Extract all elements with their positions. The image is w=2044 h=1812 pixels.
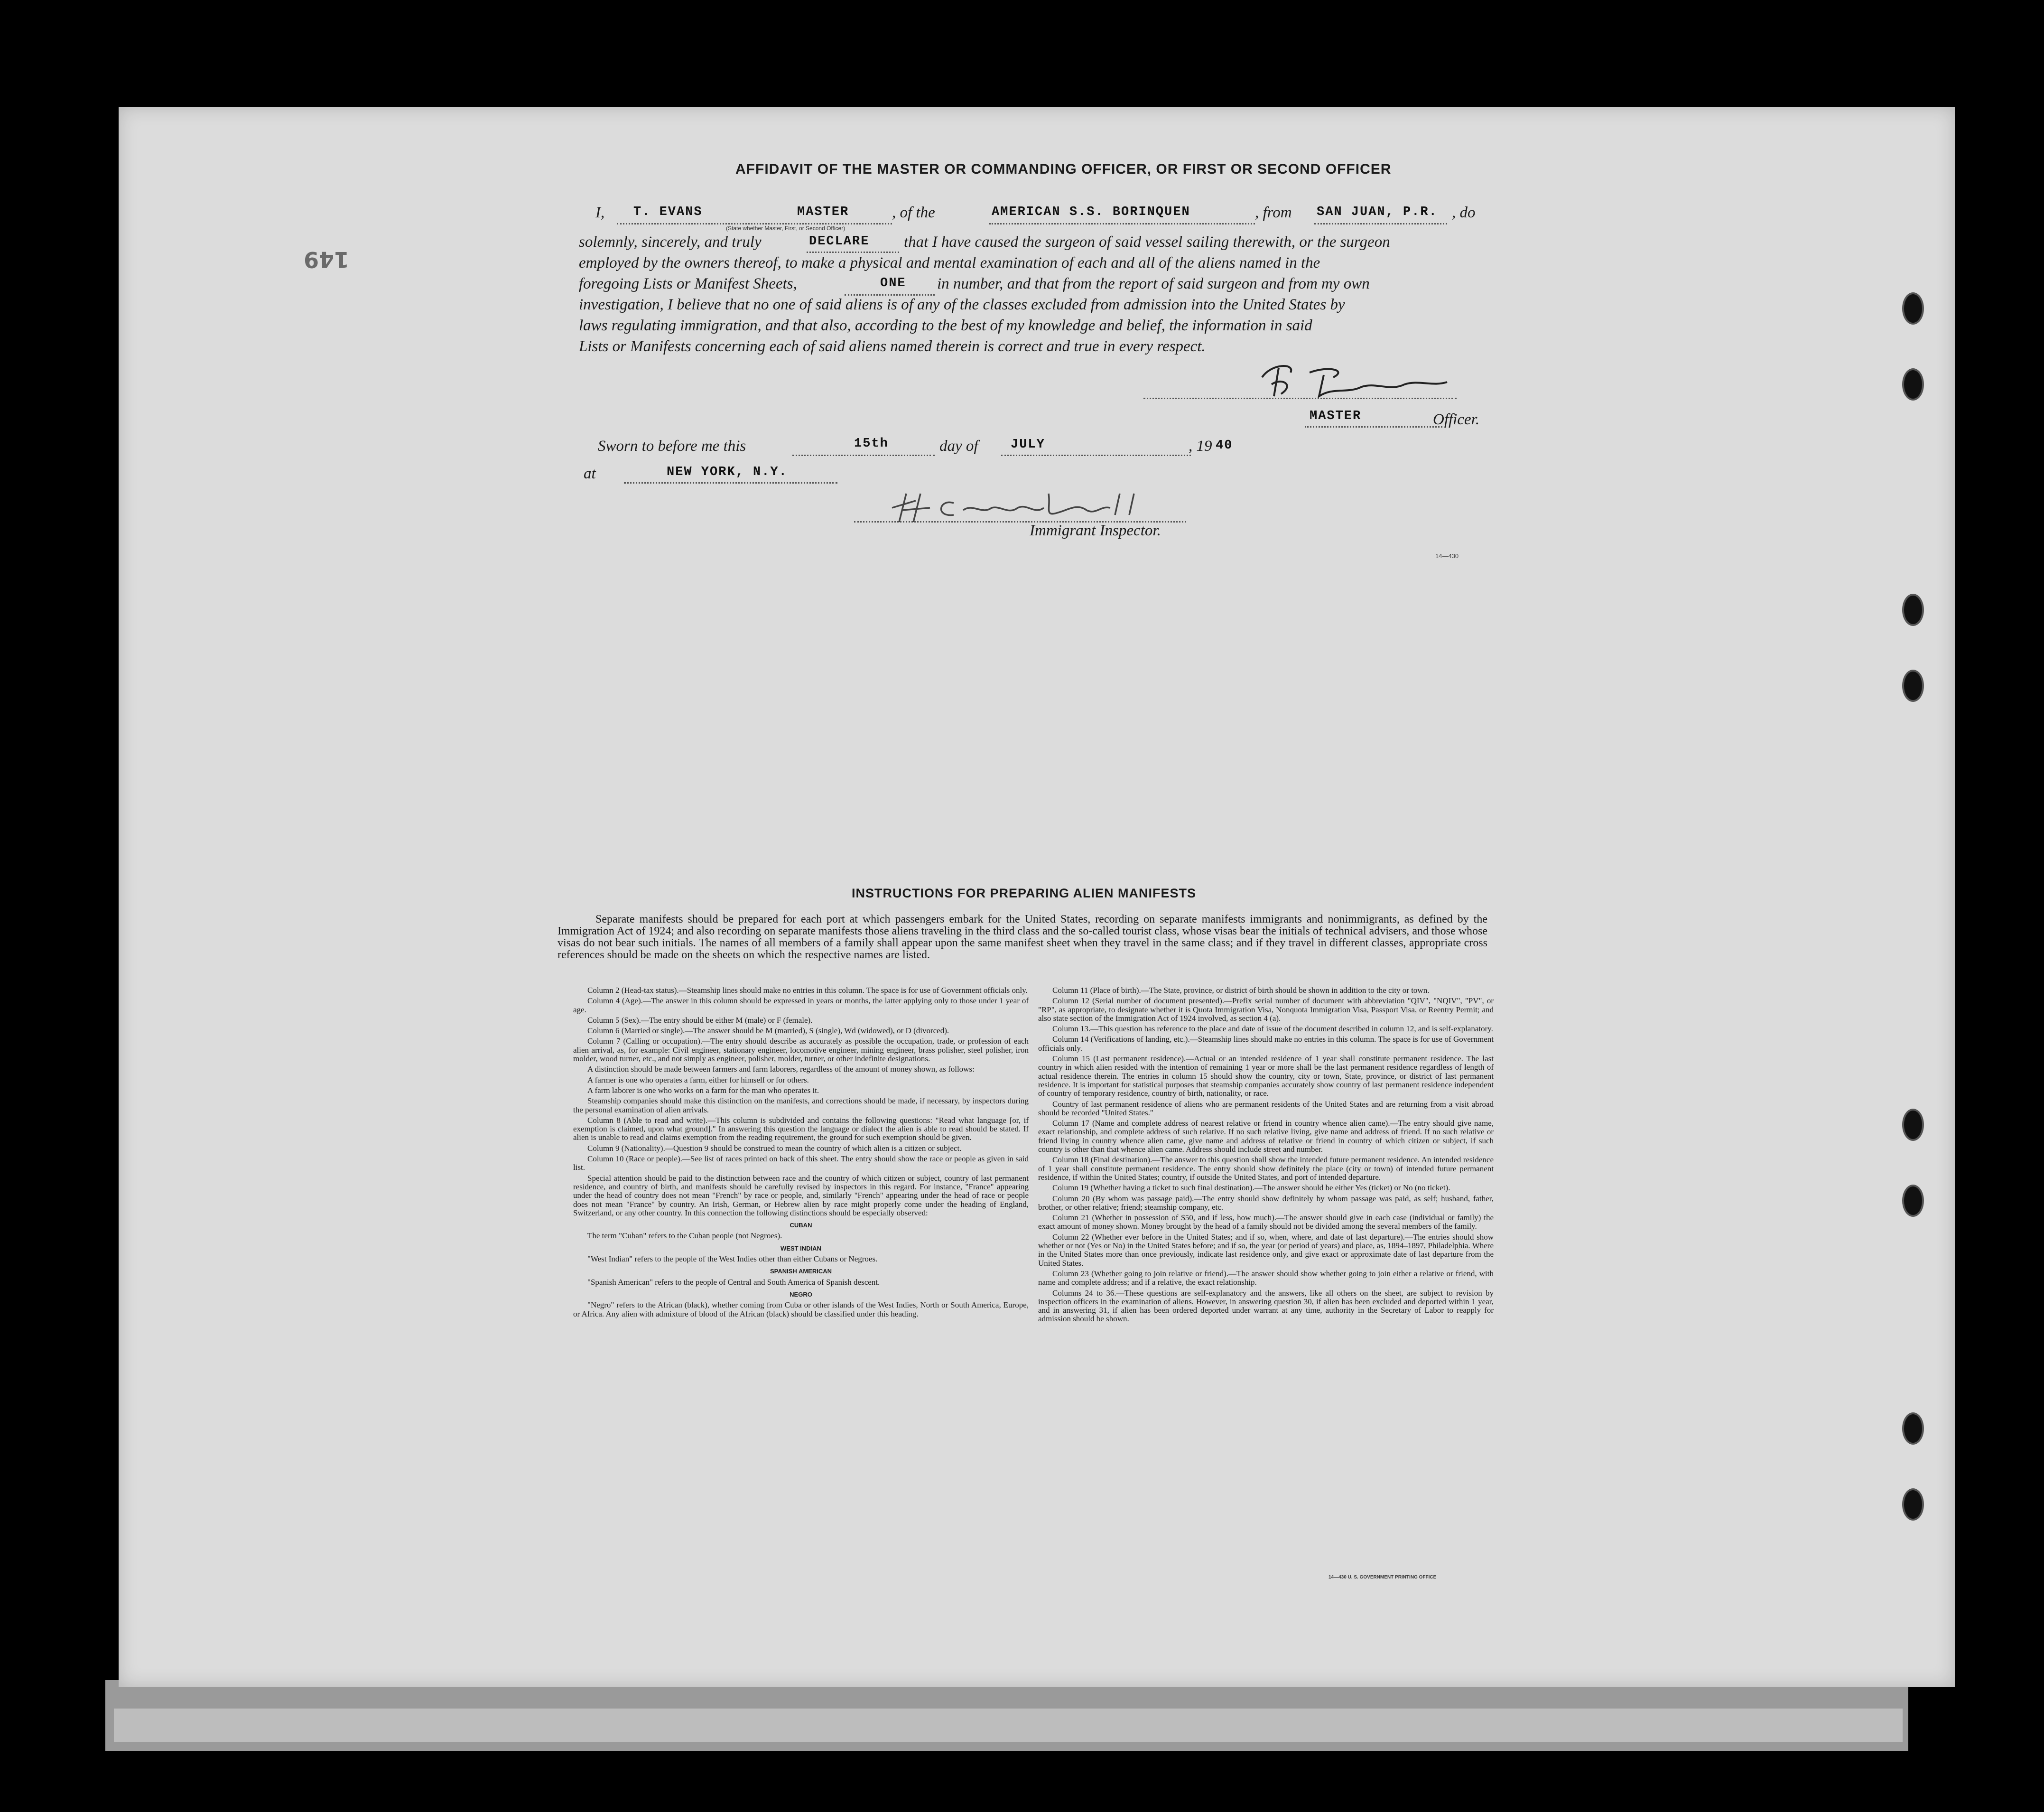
- officer-signature-icon: [1253, 358, 1461, 401]
- instruction-paragraph: Column 19 (Whether having a ticket to such final destination).—The answer should be either Yes (ticket) or No (no ticket).: [1052, 1183, 1450, 1193]
- affidavit-word: I,: [595, 204, 605, 221]
- day-of-label: day of: [939, 438, 978, 455]
- affidavit-word: , do: [1452, 204, 1476, 221]
- instruction-paragraph: Columns 24 to 36.—These questions are self-explanatory and the answers, like all others on the sheet, are subject to revision by inspection officers in the examination of aliens. However, in answering question 30, if alien has been excluded and deported within 1 year, and in answering 31, if alien has been ordered deported under warrant at any time, authority in the Secretary of Labor to reapply for admission should be shown.: [1038, 1288, 1494, 1324]
- printing-office-imprint: 14—430 U. S. GOVERNMENT PRINTING OFFICE: [1329, 1575, 1437, 1580]
- affidavit-text: investigation, I believe that no one of said aliens is of any of the classes excluded from admission into the United States by: [579, 296, 1345, 313]
- instructions-left-column: [573, 986, 1029, 1320]
- binder-hole-icon: [1904, 1186, 1922, 1215]
- instruction-paragraph: Column 20 (By whom was passage paid).—The entry should show definitely by whom passage was paid, as self; husband, father, brother, or other relative; friend; steamship company, etc.: [1038, 1194, 1494, 1212]
- instruction-paragraph: Column 9 (Nationality).—Question 9 should be construed to mean the country of which alien is a citizen or subject.: [587, 1143, 962, 1153]
- instructions-title: INSTRUCTIONS FOR PREPARING ALIEN MANIFESTS: [852, 886, 1197, 900]
- instruction-paragraph: Column 6 (Married or single).—The answer should be M (married), S (single), Wd (widowed), or D (divorced).: [587, 1026, 949, 1036]
- instruction-paragraph: Column 10 (Race or people).—See list of races printed on back of this sheet. The entry should show the race or people as given in said list.: [573, 1154, 1029, 1172]
- instruction-paragraph: "Spanish American" refers to the people of Central and South America of Spanish descent.: [587, 1277, 880, 1287]
- affidavit-word: , of the: [892, 204, 935, 221]
- officer-label: Officer.: [1433, 411, 1480, 428]
- affidavit-text: that I have caused the surgeon of said vessel sailing therewith, or the surgeon: [904, 234, 1390, 251]
- affidavit-title: AFFIDAVIT OF THE MASTER OR COMMANDING OFFICER, OR FIRST OR SECOND OFFICER: [735, 161, 1392, 177]
- affidavit-word: solemnly, sincerely, and truly: [579, 234, 762, 251]
- binder-hole-icon: [1904, 1111, 1922, 1139]
- sworn-place-field[interactable]: NEW YORK, N.Y.: [667, 465, 788, 479]
- instruction-paragraph: A farm laborer is one who works on a farm for the man who operates it.: [587, 1085, 819, 1095]
- day-fill-line: [792, 455, 935, 456]
- instruction-paragraph: A farmer is one who operates a farm, either for himself or for others.: [587, 1075, 809, 1084]
- instruction-paragraph: "West Indian" refers to the people of the West Indies other than either Cubans or Negroes.: [587, 1254, 878, 1264]
- instructions-right-column: [1038, 986, 1494, 1326]
- instruction-paragraph: Column 7 (Calling or occupation).—The entry should describe as accurately as possible the occupation, trade, or profession of each alien arrival, as, for example: Civil engineer, stationary engineer, locomotive engineer, mining engineer, brass polisher, steel polisher, iron molder, wood turner, etc., and not simply as engineer, polisher, molder, turner, or other indefinite designations.: [573, 1037, 1029, 1064]
- instruction-paragraph: Steamship companies should make this distinction on the manifests, and corrections should be made, if necessary, by inspectors during the personal examination of alien arrivals.: [573, 1096, 1029, 1114]
- affidavit-text: in number, and that from the report of said surgeon and from my own: [937, 275, 1370, 292]
- sworn-month-field[interactable]: JULY: [1011, 438, 1045, 452]
- instructions-intro: Separate manifests should be prepared for each port at which passengers embark for the United States, recording on separate manifests immigrants and nonimmigrants, as defined by the Immigration Act of 1924; and also recording on separate manifests those aliens traveling in the third class and the so-called tourist class, whose visas bear the initials of technical advisers, and those whose visas do not bear such initials. The names of all members of a family shall appear upon the same manifest sheet when they travel in the same class; and if they travel in different classes, appropriate cross references should be made on the sheets on which the respective names are listed.: [557, 913, 1487, 961]
- binder-hole-icon: [1904, 1414, 1922, 1443]
- instruction-subheading: WEST INDIAN: [780, 1244, 821, 1252]
- instruction-paragraph: A distinction should be made between farmers and farm laborers, regardless of the amount of money shown, as follows:: [587, 1065, 975, 1074]
- declare-fill-line: [807, 252, 899, 253]
- declare-field[interactable]: DECLARE: [809, 234, 870, 249]
- instruction-paragraph: Column 5 (Sex).—The entry should be either M (male) or F (female).: [587, 1015, 813, 1025]
- instruction-paragraph: Column 21 (Whether in possession of $50, and if less, how much).—The answer should give in each case (individual or family) the exact amount of money shown. Money brought by the head of a family should not be divided among the several members of the family.: [1038, 1213, 1494, 1231]
- count-fill-line: [845, 294, 935, 296]
- instruction-paragraph: "Negro" refers to the African (black), whether coming from Cuba or other islands of the West Indies, North or South America, Europe, or Africa. Any alien with admixture of blood of the African (black) should be classified under this heading.: [573, 1300, 1029, 1318]
- instruction-paragraph: Column 13.—This question has reference to the place and date of issue of the document described in column 12, and is self-explanatory.: [1052, 1024, 1493, 1034]
- rank-fill-line: [617, 223, 892, 224]
- instruction-paragraph: Country of last permanent residence of aliens who are permanent residents of the United States and are returning from a visit abroad should be recorded "United States.": [1038, 1099, 1494, 1117]
- vessel-fill-line: [989, 223, 1255, 224]
- affidavit-word: foregoing Lists or Manifest Sheets,: [579, 275, 797, 292]
- instruction-paragraph: Column 17 (Name and complete address of nearest relative or friend in country whence alien came).—The entry should give name, exact relationship, and complete address of such relative. If no such relative living, give name and address of friend. If no such relative or friend living in country whence alien came, give name and address of relative or friend in country of which citizen or subject, if such country is other than that whence alien came. Address should include street and number.: [1038, 1119, 1494, 1154]
- binder-hole-icon: [1904, 294, 1922, 323]
- sworn-text: Sworn to before me this: [598, 438, 746, 455]
- binder-hole-icon: [1904, 672, 1922, 700]
- instruction-subheading: CUBAN: [790, 1222, 812, 1229]
- place-fill-line: [624, 482, 837, 484]
- instruction-paragraph: Column 4 (Age).—The answer in this column should be expressed in years or months, the latter applying only to those under 1 year of age.: [573, 996, 1029, 1014]
- binder-hole-icon: [1904, 1490, 1922, 1519]
- year-label: , 19: [1189, 438, 1212, 455]
- instruction-paragraph: Column 2 (Head-tax status).—Steamship lines should make no entries in this column. The space is for use of Government officials only.: [587, 986, 1028, 995]
- affidavit-word: , from: [1255, 204, 1292, 221]
- instruction-paragraph: Special attention should be paid to the distinction between race and the country of which citizen or subject, country of last permanent residence, and country of birth, and manifests should be carefully revised by inspectors in this regard. For instance, "France" appearing under the head of country does not mean "French" by race or people, and, similarly "French" appearing under the head of race or people does not mean "France" by country. An Irish, German, or Hebrew alien by race might properly come under the heading of England, Switzerland, or any other country. In this connection the following distinctions should be especially observed:: [573, 1173, 1029, 1217]
- officer-rank-field[interactable]: MASTER: [797, 205, 849, 219]
- binder-hole-icon: [1904, 370, 1922, 399]
- sworn-year-field[interactable]: 40: [1216, 439, 1233, 453]
- sheet-number-stamp: 149: [304, 247, 350, 272]
- page-stack-edge-inner: [114, 1709, 1903, 1742]
- binder-hole-icon: [1904, 596, 1922, 624]
- inspector-signature-icon: [887, 489, 1191, 527]
- form-number: 14—430: [1435, 552, 1459, 560]
- instruction-paragraph: Column 8 (Able to read and write).—This column is subdivided and contains the following questions: "Read what language [or, if exemption is claimed, upon what ground]." In answering this question the language or dialect the alien is able to read should be stated. If alien is unable to read and claims exemption from the reading requirement, the ground for such exemption should be given.: [573, 1115, 1029, 1142]
- inspector-label: Immigrant Inspector.: [1030, 522, 1161, 539]
- signing-officer-rank-field[interactable]: MASTER: [1310, 409, 1362, 423]
- instruction-subheading: NEGRO: [790, 1290, 812, 1298]
- at-label: at: [584, 465, 596, 482]
- officer-name-field[interactable]: T. EVANS: [633, 205, 703, 219]
- manifest-count-field[interactable]: ONE: [880, 276, 906, 290]
- port-fill-line: [1314, 223, 1447, 224]
- affidavit-text: employed by the owners thereof, to make a physical and mental examination of each and all of the aliens named in the: [579, 254, 1320, 271]
- instruction-paragraph: The term "Cuban" refers to the Cuban people (not Negroes).: [587, 1231, 782, 1241]
- instruction-paragraph: Column 11 (Place of birth).—The State, province, or district of birth should be shown in addition to the city or town.: [1052, 986, 1430, 995]
- instruction-paragraph: Column 22 (Whether ever before in the United States; and if so, when, where, and date of last departure).—The entries should show whether or not (Yes or No) in the United States before; and if so, the year (or period of years) and place, as, 1894–1897, Philadelphia. Where in the United States more than once previously, indicate last residence only, and give exact or approximate date of last departure from the United States.: [1038, 1232, 1494, 1268]
- vessel-field[interactable]: AMERICAN S.S. BORINQUEN: [992, 205, 1190, 219]
- officer-rank-fill-line: [1305, 426, 1442, 428]
- instruction-subheading: SPANISH AMERICAN: [770, 1268, 832, 1275]
- departure-port-field[interactable]: SAN JUAN, P.R.: [1317, 205, 1438, 219]
- month-fill-line: [1001, 455, 1191, 456]
- instruction-paragraph: Column 18 (Final destination).—The answer to this question shall show the intended future permanent residence. An intended residence of 1 year shall constitute permanent residence. The entry should show definitely the place (city or town) of intended future permanent residence, if within the United States; country, if outside the United States, and port of intended departure.: [1038, 1155, 1494, 1182]
- affidavit-text: laws regulating immigration, and that also, according to the best of my knowledge and belief, the information in said: [579, 317, 1312, 334]
- affidavit-text: Lists or Manifests concerning each of said aliens named therein is correct and true in every respect.: [579, 338, 1206, 355]
- instruction-paragraph: Column 15 (Last permanent residence).—Actual or an intended residence of 1 year shall constitute permanent residence. The last country in which alien resided with the intention of remaining 1 year or more shall be the last permanent residence regardless of length of actual residence therein. The entries in column 15 should show the country, city or town, State, province, or district of last permanent residence. It is important for statistical purposes that steamship companies accurately show country of last permanent residence independent of country of temporary residence, country of birth, nationality, or race.: [1038, 1054, 1494, 1098]
- instruction-paragraph: Column 23 (Whether going to join relative or friend).—The answer should show whether going to join either a relative or friend, with name and complete address; and if a relative, the exact relationship.: [1038, 1269, 1494, 1287]
- instruction-paragraph: Column 14 (Verifications of landing, etc.).—Steamship lines should make no entries in this column. The space is for use of Government officials only.: [1038, 1035, 1494, 1053]
- instruction-paragraph: Column 12 (Serial number of document presented).—Prefix serial number of document with abbreviation "QIV", "NQIV", "PV", or "RP", as appropriate, to designate whether it is Quota Immigration Visa, Nonquota Immigration Visa, Passport Visa, or Reentry Permit; and also state section of the Immigration Act of 1924 involved, as section 4 (a).: [1038, 996, 1494, 1023]
- sworn-day-field[interactable]: 15th: [854, 437, 889, 451]
- rank-note: (State whether Master, First, or Second Officer): [726, 225, 845, 232]
